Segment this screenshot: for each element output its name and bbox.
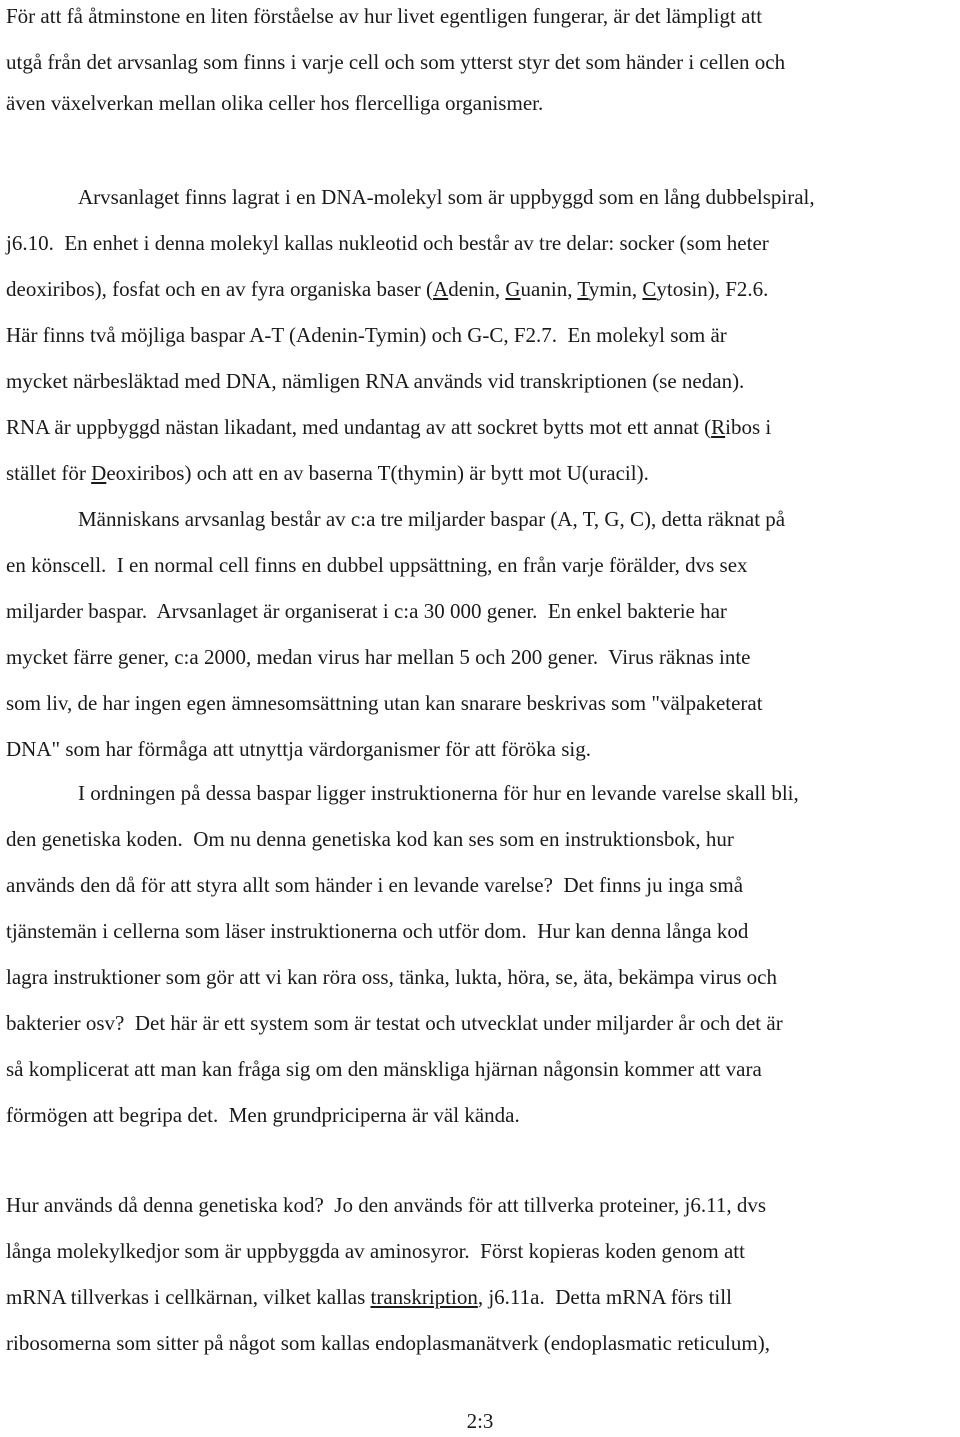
text-line xyxy=(6,1053,958,1085)
text-line xyxy=(6,319,958,351)
text-line xyxy=(6,915,958,947)
text-line xyxy=(6,0,958,32)
text-segment: ytosin), F2.6. xyxy=(656,277,769,301)
text-segment: stället för xyxy=(6,461,92,485)
text-segment: tjänstemän i cellerna som läser instruktionerna och utför dom. Hur kan denna långa kod xyxy=(6,919,749,943)
text-segment: lagra instruktioner som gör att vi kan röra oss, tänka, lukta, höra, se, äta, bekämpa virus och xyxy=(6,965,777,989)
underlined-text: A xyxy=(433,277,449,301)
text-line xyxy=(6,46,958,78)
underlined-text: T xyxy=(577,277,589,301)
underlined-text: C xyxy=(642,277,657,301)
text-line xyxy=(6,1007,958,1039)
text-segment: För att få åtminstone en liten förståelse av hur livet egentligen fungerar, är det lämpligt att xyxy=(6,4,763,28)
text-line xyxy=(6,687,958,719)
text-line xyxy=(6,641,958,673)
text-segment: eoxiribos) och att en av baserna T(thymin) är bytt mot U(uracil). xyxy=(106,461,649,485)
text-line xyxy=(78,503,958,535)
text-segment: j6.10. En enhet i denna molekyl kallas nukleotid och består av tre delar: socker (som heter xyxy=(6,231,769,255)
text-segment: förmögen att begripa det. Men grundpriciperna är väl kända. xyxy=(6,1103,520,1127)
text-line xyxy=(6,1189,958,1221)
text-segment: som liv, de har ingen egen ämnesomsättning utan kan snarare beskrivas som "välpaketerat xyxy=(6,691,763,715)
text-segment: den genetiska koden. Om nu denna genetiska kod kan ses som en instruktionsbok, hur xyxy=(6,827,734,851)
text-segment: utgå från det arvsanlag som finns i varje cell och som ytterst styr det som händer i cellen och xyxy=(6,50,786,74)
text-segment: ribosomerna som sitter på något som kallas endoplasmanätverk (endoplasmatic reticulum), xyxy=(6,1331,770,1355)
underlined-text: G xyxy=(505,277,521,301)
text-segment: bakterier osv? Det här är ett system som är testat och utvecklat under miljarder år och det är xyxy=(6,1011,783,1035)
text-line xyxy=(6,457,958,489)
text-segment: långa molekylkedjor som är uppbyggda av aminosyror. Först kopieras koden genom att xyxy=(6,1239,745,1263)
page-number: 2:3 xyxy=(466,1409,494,1433)
text-line xyxy=(6,1099,958,1131)
text-line xyxy=(6,823,958,855)
text-segment: I ordningen på dessa baspar ligger instruktionerna för hur en levande varelse skall bli, xyxy=(78,781,799,805)
text-segment: ymin, xyxy=(588,277,643,301)
text-segment: används den då för att styra allt som händer i en levande varelse? Det finns ju inga små xyxy=(6,873,744,897)
text-line xyxy=(6,365,958,397)
text-segment: , j6.11a. Detta mRNA förs till xyxy=(477,1285,732,1309)
text-line xyxy=(78,181,958,213)
text-line xyxy=(6,869,958,901)
text-line xyxy=(6,733,958,765)
text-segment: RNA är uppbyggd nästan likadant, med undantag av att sockret bytts mot ett annat ( xyxy=(6,415,712,439)
text-segment: Hur används då denna genetiska kod? Jo den används för att tillverka proteiner, j6.11, dvs xyxy=(6,1193,766,1217)
text-line xyxy=(6,87,958,119)
text-segment: deoxiribos), fosfat och en av fyra organiska baser ( xyxy=(6,277,434,301)
text-line xyxy=(6,549,958,581)
text-segment: så komplicerat att man kan fråga sig om den mänskliga hjärnan någonsin kommer att vara xyxy=(6,1057,762,1081)
text-line xyxy=(6,595,958,627)
text-segment: mRNA tillverkas i cellkärnan, vilket kallas xyxy=(6,1285,371,1309)
text-line xyxy=(6,961,958,993)
text-segment: en könscell. I en normal cell finns en dubbel uppsättning, en från varje förälder, dvs sex xyxy=(6,553,748,577)
text-line xyxy=(6,411,958,443)
text-line xyxy=(78,777,958,809)
text-segment: denin, xyxy=(448,277,506,301)
underlined-text: R xyxy=(711,415,726,439)
underlined-text: transkription xyxy=(370,1285,478,1309)
text-line xyxy=(6,1327,958,1359)
text-line xyxy=(6,1281,958,1313)
text-line xyxy=(6,1235,958,1267)
text-segment: miljarder baspar. Arvsanlaget är organiserat i c:a 30 000 gener. En enkel bakterie har xyxy=(6,599,727,623)
text-segment: uanin, xyxy=(520,277,578,301)
underlined-text: D xyxy=(91,461,107,485)
text-segment: Här finns två möjliga baspar A-T (Adenin-Tymin) och G-C, F2.7. En molekyl som är xyxy=(6,323,727,347)
text-line xyxy=(6,273,958,305)
text-segment: mycket färre gener, c:a 2000, medan virus har mellan 5 och 200 gener. Virus räknas inte xyxy=(6,645,751,669)
text-segment: DNA" som har förmåga att utnyttja värdorganismer för att föröka sig. xyxy=(6,737,591,761)
text-segment: ibos i xyxy=(725,415,772,439)
text-segment: Människans arvsanlag består av c:a tre miljarder baspar (A, T, G, C), detta räknat på xyxy=(78,507,786,531)
text-line xyxy=(6,227,958,259)
text-segment: Arvsanlaget finns lagrat i en DNA-molekyl som är uppbyggd som en lång dubbelspiral, xyxy=(78,185,815,209)
text-segment: mycket närbesläktad med DNA, nämligen RNA används vid transkriptionen (se nedan). xyxy=(6,369,745,393)
text-segment: även växelverkan mellan olika celler hos flercelliga organismer. xyxy=(6,91,544,115)
